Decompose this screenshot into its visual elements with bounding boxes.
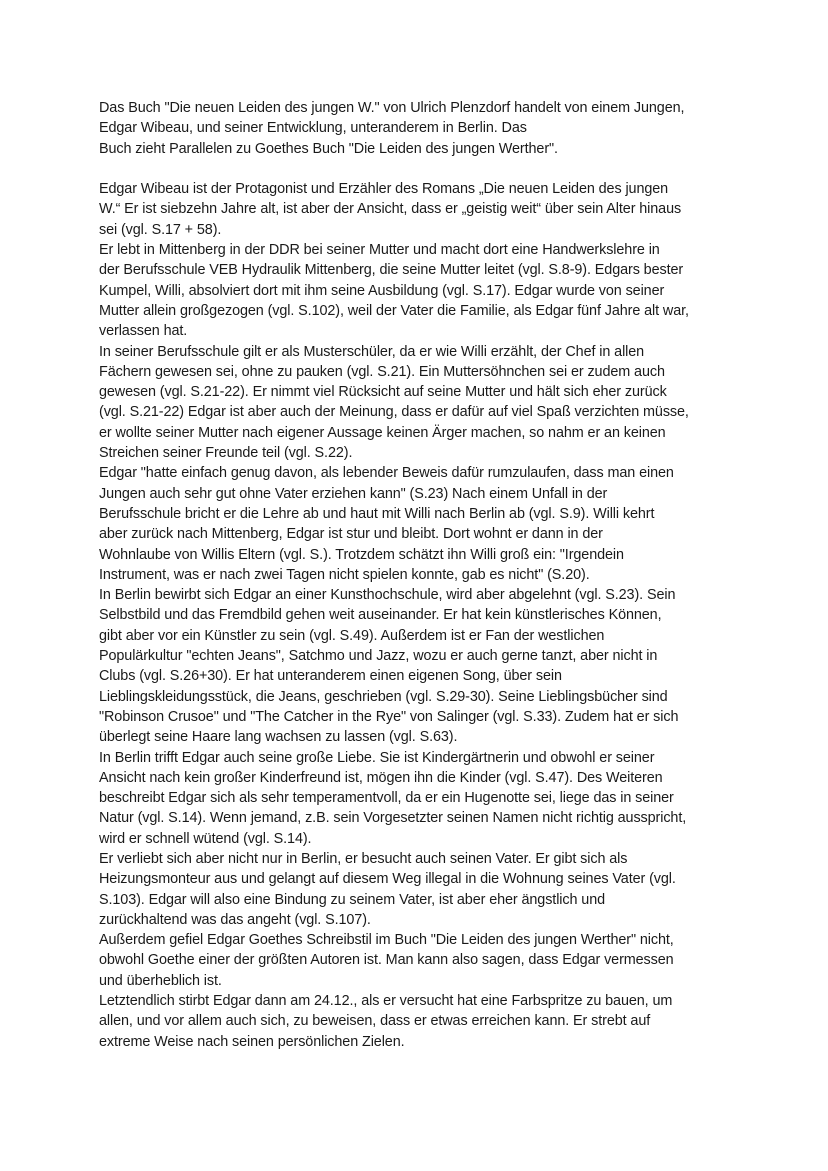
text-line: Clubs (vgl. S.26+30). Er hat unteranderem einen eigenen Song, über sein [99,668,562,685]
text-line: Er verliebt sich aber nicht nur in Berlin, er besucht auch seinen Vater. Er gibt sich als [99,850,628,867]
text-line: extreme Weise nach seinen persönlichen Zielen. [99,1033,405,1050]
text-line: zurückhaltend was das angeht (vgl. S.107). [99,911,371,928]
text-line: In seiner Berufsschule gilt er als Musterschüler, da er wie Willi erzählt, der Chef in allen [99,343,645,360]
text-line: und überheblich ist. [99,972,222,989]
text-line: Außerdem gefiel Edgar Goethes Schreibstil im Buch "Die Leiden des jungen Werther" nicht, [99,932,674,949]
text-line: Edgar Wibeau, und seiner Entwicklung, unteranderem in Berlin. Das [99,120,527,137]
text-line: Lieblingskleidungsstück, die Jeans, geschrieben (vgl. S.29-30). Seine Lieblingsbücher sind [99,688,668,705]
body-text [99,179,734,1052]
text-line: Edgar Wibeau ist der Protagonist und Erzähler des Romans „Die neuen Leiden des jungen [99,181,669,198]
text-line: Streichen seiner Freunde teil (vgl. S.22). [99,445,353,462]
text-line: Natur (vgl. S.14). Wenn jemand, z.B. sein Vorgesetzter seinen Namen nicht richtig ausspricht, [99,810,687,827]
text-line: (vgl. S.21-22) Edgar ist aber auch der Meinung, dass er dafür auf viel Spaß verzichten müsse, [99,404,689,421]
text-line: W.“ Er ist siebzehn Jahre alt, ist aber der Ansicht, dass er „geistig weit“ über sein Alter hinaus [99,201,682,218]
text-line: Ansicht nach kein großer Kinderfreund ist, mögen ihn die Kinder (vgl. S.47). Des Weiteren [99,769,663,786]
text-line: beschreibt Edgar sich als sehr temperamentvoll, da er ein Hugenotte sei, liege das in seiner [99,790,674,807]
document-page [99,98,734,1052]
text-line: Letztendlich stirbt Edgar dann am 24.12., als er versucht hat eine Farbspritze zu bauen, um [99,993,673,1010]
text-line: Er lebt in Mittenberg in der DDR bei seiner Mutter und macht dort eine Handwerkslehre in [99,242,660,259]
text-line: allen, und vor allem auch sich, zu beweisen, dass er etwas erreichen kann. Er strebt auf [99,1013,651,1030]
text-line: obwohl Goethe einer der größten Autoren ist. Man kann also sagen, dass Edgar vermessen [99,952,674,969]
text-line: Kumpel, Willi, absolviert dort mit ihm seine Ausbildung (vgl. S.17). Edgar wurde von seiner [99,282,665,299]
text-line: verlassen hat. [99,323,188,340]
text-line: aber zurück nach Mittenberg, Edgar ist stur und bleibt. Dort wohnt er dann in der [99,526,603,543]
text-line: sei (vgl. S.17 + 58). [99,221,222,238]
text-line: Das Buch "Die neuen Leiden des jungen W." von Ulrich Plenzdorf handelt von einem Jungen, [99,100,685,116]
text-line: In Berlin trifft Edgar auch seine große Liebe. Sie ist Kindergärtnerin und obwohl er seiner [99,749,655,766]
text-line: Instrument, was er nach zwei Tagen nicht spielen konnte, gab es nicht" (S.20). [99,566,590,583]
text-line: Edgar "hatte einfach genug davon, als lebender Beweis dafür rumzulaufen, dass man einen [99,465,674,482]
text-line: Heizungsmonteur aus und gelangt auf diesem Weg illegal in die Wohnung seines Vater (vgl. [99,871,676,888]
text-line: Mutter allein großgezogen (vgl. S.102), weil der Vater die Familie, als Edgar fünf Jahre alt war, [99,302,689,319]
text-line: Selbstbild und das Fremdbild gehen weit auseinander. Er hat kein künstlerisches Können, [99,607,662,624]
text-line: In Berlin bewirbt sich Edgar an einer Kunsthochschule, wird aber abgelehnt (vgl. S.23). Sein [99,587,676,604]
text-line: er wollte seiner Mutter nach eigener Aussage keinen Ärger machen, so nahm er an keinen [99,424,666,441]
paragraph-gap [99,159,734,179]
text-line: Populärkultur "echten Jeans", Satchmo und Jazz, wozu er auch gerne tanzt, aber nicht in [99,648,658,665]
text-line: gibt aber vor ein Künstler zu sein (vgl. S.49). Außerdem ist er Fan der westlichen [99,627,605,644]
text-line: Jungen auch sehr gut ohne Vater erziehen kann" (S.23) Nach einem Unfall in der [99,485,608,502]
text-line: wird er schnell wütend (vgl. S.14). [99,830,312,847]
text-line: überlegt seine Haare lang wachsen zu lassen (vgl. S.63). [99,729,458,746]
text-line: gewesen (vgl. S.21-22). Er nimmt viel Rücksicht auf seine Mutter und hält sich eher zurück [99,384,667,401]
text-line: Wohnlaube von Willis Eltern (vgl. S.). Trotzdem schätzt ihn Willi groß ein: "Irgendein [99,546,624,563]
text-line: Fächern gewesen sei, ohne zu pauken (vgl. S.21). Ein Muttersöhnchen sei er zudem auch [99,363,665,380]
text-line: Berufsschule bricht er die Lehre ab und haut mit Willi nach Berlin ab (vgl. S.9). Willi kehrt [99,505,655,522]
text-line: der Berufsschule VEB Hydraulik Mittenberg, die seine Mutter leitet (vgl. S.8-9). Edgars bester [99,262,684,279]
text-line: Buch zieht Parallelen zu Goethes Buch "Die Leiden des jungen Werther". [99,140,558,157]
intro-paragraph [99,98,734,159]
text-line: "Robinson Crusoe" und "The Catcher in the Rye" von Salinger (vgl. S.33). Zudem hat er sich [99,708,679,725]
text-line: S.103). Edgar will also eine Bindung zu seinem Vater, ist aber eher ängstlich und [99,891,605,908]
